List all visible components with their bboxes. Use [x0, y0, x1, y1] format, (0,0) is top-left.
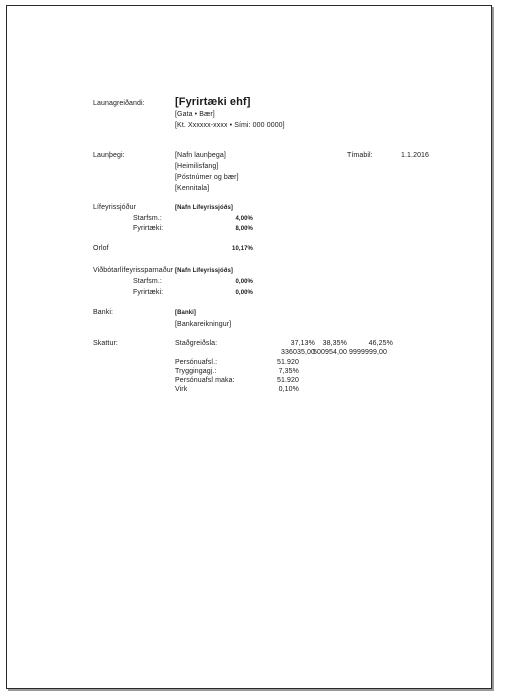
employer-label: Launagreiðandi: — [93, 100, 145, 107]
employee-kennitala: [Kennitala] — [175, 185, 210, 192]
bank-name: [Banki] — [175, 310, 197, 316]
orlof-value: 10,17% — [232, 246, 253, 252]
tax-row-label: Tryggingagj.: — [175, 368, 217, 375]
employee-postal: [Póstnúmer og bær] — [175, 174, 239, 181]
pension-employer-pct: 8,00% — [235, 226, 253, 232]
tax-threshold-3: 9999999,00 — [349, 349, 387, 356]
orlof-label: Orlof — [93, 245, 109, 252]
tax-row-value: 51.920 — [276, 359, 299, 366]
pension-label: Lífeyrissjóður — [93, 204, 137, 211]
period-label: Tímabil: — [347, 152, 373, 159]
bank-account: [Bankareikningur] — [175, 321, 232, 328]
tax-row-label: Persónuafsl.: — [175, 359, 218, 366]
pension-employer-label: Fyrirtæki: — [133, 225, 164, 232]
tax-row-value: 51.920 — [276, 377, 299, 384]
tax-row-value: 0,10% — [278, 386, 299, 393]
extra-pension-employee-label: Starfsm.: — [133, 278, 162, 285]
pension-fund: [Nafn Lífeyrissjóðs] — [175, 205, 234, 211]
extra-pension-fund: [Nafn Lífeyrissjóðs] — [175, 268, 234, 274]
tax-row-label: Virk — [175, 386, 188, 393]
pension-employee-label: Starfsm.: — [133, 215, 162, 222]
pension-employee-pct: 4,00% — [235, 216, 253, 222]
extra-pension-employee-pct: 0,00% — [235, 279, 253, 285]
document-page — [6, 5, 492, 689]
employee-address: [Heimilisfang] — [175, 163, 219, 170]
employee-label: Launþegi: — [93, 152, 125, 159]
tax-threshold-2: 500954,00 — [313, 349, 347, 356]
employer-contact: [Kt. Xxxxxx-xxxx • Sími: 000 0000] — [175, 122, 285, 129]
extra-pension-employer-label: Fyrirtæki: — [133, 289, 164, 296]
tax-label: Skattur: — [93, 340, 118, 347]
employer-name: [Fyrirtæki ehf] — [175, 96, 251, 108]
tax-row-label: Persónuafsl maka: — [175, 377, 235, 384]
tax-row-value: 7,35% — [278, 368, 299, 375]
extra-pension-employer-pct: 0,00% — [235, 290, 253, 296]
extra-pension-label: Viðbótarlífeyrissparnaður — [93, 267, 174, 274]
tax-rate-3: 46,25% — [368, 340, 393, 347]
bank-label: Banki: — [93, 309, 114, 316]
employer-address: [Gata • Bær] — [175, 111, 215, 118]
employee-name: [Nafn launþega] — [175, 152, 226, 159]
period-value: 1.1.2016 — [401, 152, 430, 159]
withholding-label: Staðgreiðsla: — [175, 340, 218, 347]
tax-threshold-1: 336035,00 — [281, 349, 315, 356]
tax-rate-1: 37,13% — [290, 340, 315, 347]
tax-rate-2: 38,35% — [322, 340, 347, 347]
